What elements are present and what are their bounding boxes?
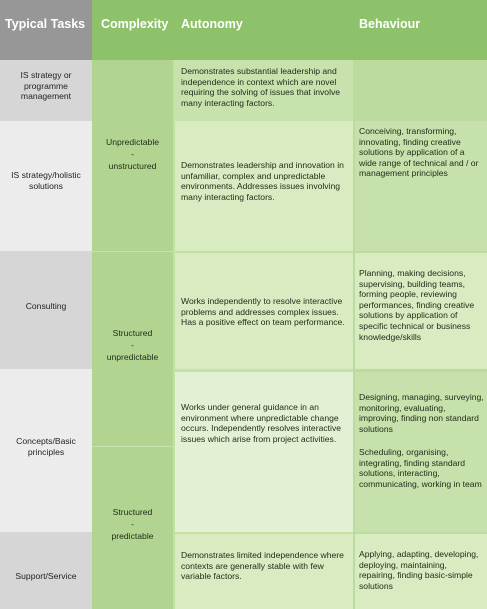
complexity-line: Unpredictable xyxy=(105,137,160,147)
task-support-service: Support/Service xyxy=(15,571,77,581)
autonomy-text-4: Works under general guidance in an environment where unpredictable change occurs. Independently resolves interactive issues which arise from project activities. xyxy=(181,402,342,444)
header-tasks-label: Typical Tasks xyxy=(5,17,86,31)
complexity-line: Structured xyxy=(112,328,153,338)
header-autonomy-label: Autonomy xyxy=(181,17,243,31)
header-autonomy xyxy=(173,0,353,60)
complexity-divider-2 xyxy=(92,446,173,447)
header-complexity-label: Complexity xyxy=(101,17,169,31)
autonomy-text-3: Works independently to resolve interactive problems and addresses complex issues. Has a positive effect on team performance. xyxy=(181,296,345,328)
header-tasks xyxy=(0,0,92,60)
complexity-line: Structured xyxy=(112,507,153,517)
behaviour-text-3: Designing, managing, surveying, monitoring, evaluating, improving, finding non standard solutions xyxy=(359,392,484,434)
complexity-structured-predictable xyxy=(96,506,169,542)
task-concepts-basic: Concepts/Basic principles xyxy=(16,436,76,457)
task-is-strategy-holistic: IS strategy/holistic solutions xyxy=(11,170,81,191)
complexity-line: predictable xyxy=(111,531,154,541)
task-consulting: Consulting xyxy=(25,301,67,311)
behaviour-text-2: Planning, making decisions, supervising, building teams, forming people, reviewing performances, finding creative solutions by application of specific technical or business knowledge/skills xyxy=(359,268,475,342)
behaviour-text-5: Applying, adapting, developing, deploying, maintaining, repairing, finding basic-simple solutions xyxy=(359,549,479,591)
complexity-line: - xyxy=(131,149,134,159)
header-complexity xyxy=(92,0,173,60)
complexity-unpredictable-unstructured xyxy=(96,136,169,172)
autonomy-text-1: Demonstrates substantial leadership and independence in context which are novel requiring the solving of issues that involve many interacting factors. xyxy=(181,66,341,108)
complexity-line: - xyxy=(131,519,134,529)
behaviour-text-1: Conceiving, transforming, innovating, finding creative solutions by application of a wide range of technical and / or management principles xyxy=(359,126,479,179)
complexity-line: - xyxy=(131,340,134,350)
complexity-divider-1 xyxy=(92,251,173,252)
complexity-structured-unpredictable xyxy=(96,327,169,363)
complexity-line: unpredictable xyxy=(106,352,159,362)
header-behaviour-label: Behaviour xyxy=(359,17,421,31)
header-behaviour xyxy=(353,0,487,60)
complexity-line: unstructured xyxy=(108,161,157,171)
behaviour-text-4: Scheduling, organising, integrating, finding standard solutions, interacting, communicating, working in team xyxy=(359,447,482,489)
task-is-strategy-programme: IS strategy or programme management xyxy=(20,70,72,102)
autonomy-text-2: Demonstrates leadership and innovation in unfamiliar, complex and unpredictable environments. Addresses issues involving many interacting factors. xyxy=(181,160,344,202)
autonomy-cell-4 xyxy=(175,372,353,532)
autonomy-text-5: Demonstrates limited independence where contexts are generally stable with few variable factors. xyxy=(181,550,344,582)
